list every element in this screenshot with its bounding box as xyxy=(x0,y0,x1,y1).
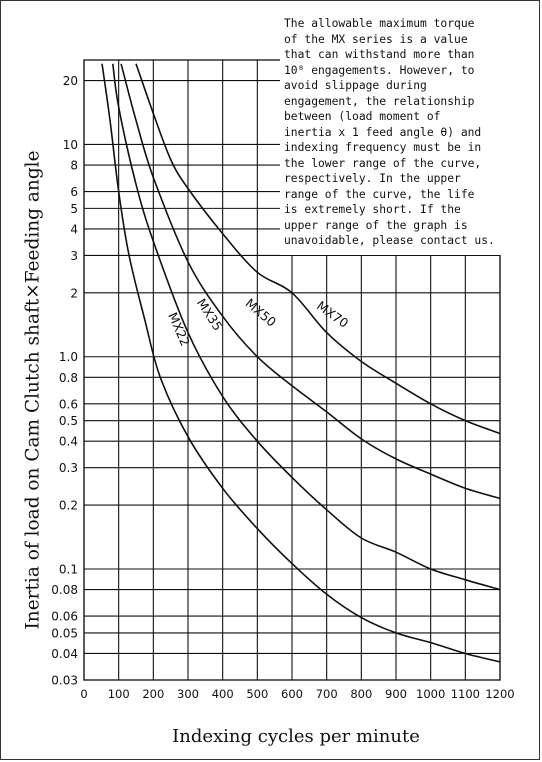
x-axis-label: Indexing cycles per minute xyxy=(172,726,420,747)
y-tick-label: 4 xyxy=(70,222,78,237)
y-tick-label: 0.03 xyxy=(51,673,78,688)
y-tick-label: 0.8 xyxy=(58,370,78,385)
y-tick-label: 0.3 xyxy=(58,461,78,476)
x-tick-label: 400 xyxy=(211,687,234,701)
y-axis-label: Inertia of load on Cam Clutch shaft×Feeding angle xyxy=(22,150,44,630)
x-tick-label: 0 xyxy=(80,687,88,701)
series-label-mx22: MX22 xyxy=(165,310,194,349)
y-tick-label: 0.2 xyxy=(58,498,78,513)
x-tick-label: 200 xyxy=(142,687,165,701)
y-tick-label: 5 xyxy=(70,201,78,216)
x-tick-label: 300 xyxy=(177,687,199,701)
x-tick-label: 900 xyxy=(385,687,407,701)
x-tick-label: 600 xyxy=(281,687,303,701)
x-tick-label: 700 xyxy=(315,687,338,701)
y-tick-label: 0.05 xyxy=(51,626,78,641)
x-tick-label: 1200 xyxy=(485,687,515,701)
y-tick-label: 2 xyxy=(70,286,78,301)
y-tick-label: 0.5 xyxy=(58,414,78,429)
x-tick-label: 500 xyxy=(246,687,269,701)
y-tick-label: 0.6 xyxy=(58,397,78,412)
series-label-mx35: MX35 xyxy=(193,295,226,334)
series-labels xyxy=(165,295,351,348)
y-tick-label: 0.06 xyxy=(51,609,78,624)
y-tick-label: 20 xyxy=(62,74,78,89)
series-label-mx50: MX50 xyxy=(242,295,280,330)
y-tick-label: 0.04 xyxy=(51,646,78,661)
series-label-mx70: MX70 xyxy=(313,297,352,331)
explanatory-note: The allowable maximum torque of the MX series is a value that can withstand more than 10⁸ engagements. However, to avoid slippage during engagement, the relationship between (load moment of inertia x 1 feed angle θ) and indexing frequency must be in the lower range of the curve, respectively. In the upper range of the curve, the life is extremely short. If the upper range of the graph is unavoidable, please contact us. xyxy=(280,14,522,255)
x-tick-label: 1000 xyxy=(416,687,446,701)
y-tick-label: 1.0 xyxy=(58,350,78,365)
y-tick-label: 0.4 xyxy=(58,434,78,449)
y-tick-label: 3 xyxy=(70,248,78,263)
y-tick-label: 10 xyxy=(62,137,78,152)
y-tick-label: 6 xyxy=(70,185,78,200)
y-tick-label: 0.1 xyxy=(58,562,78,577)
x-tick-label: 100 xyxy=(107,687,130,701)
x-tick-label: 1100 xyxy=(450,687,480,701)
y-tick-label: 8 xyxy=(70,158,78,173)
x-tick-label: 800 xyxy=(350,687,373,701)
y-tick-label: 0.08 xyxy=(51,583,78,598)
